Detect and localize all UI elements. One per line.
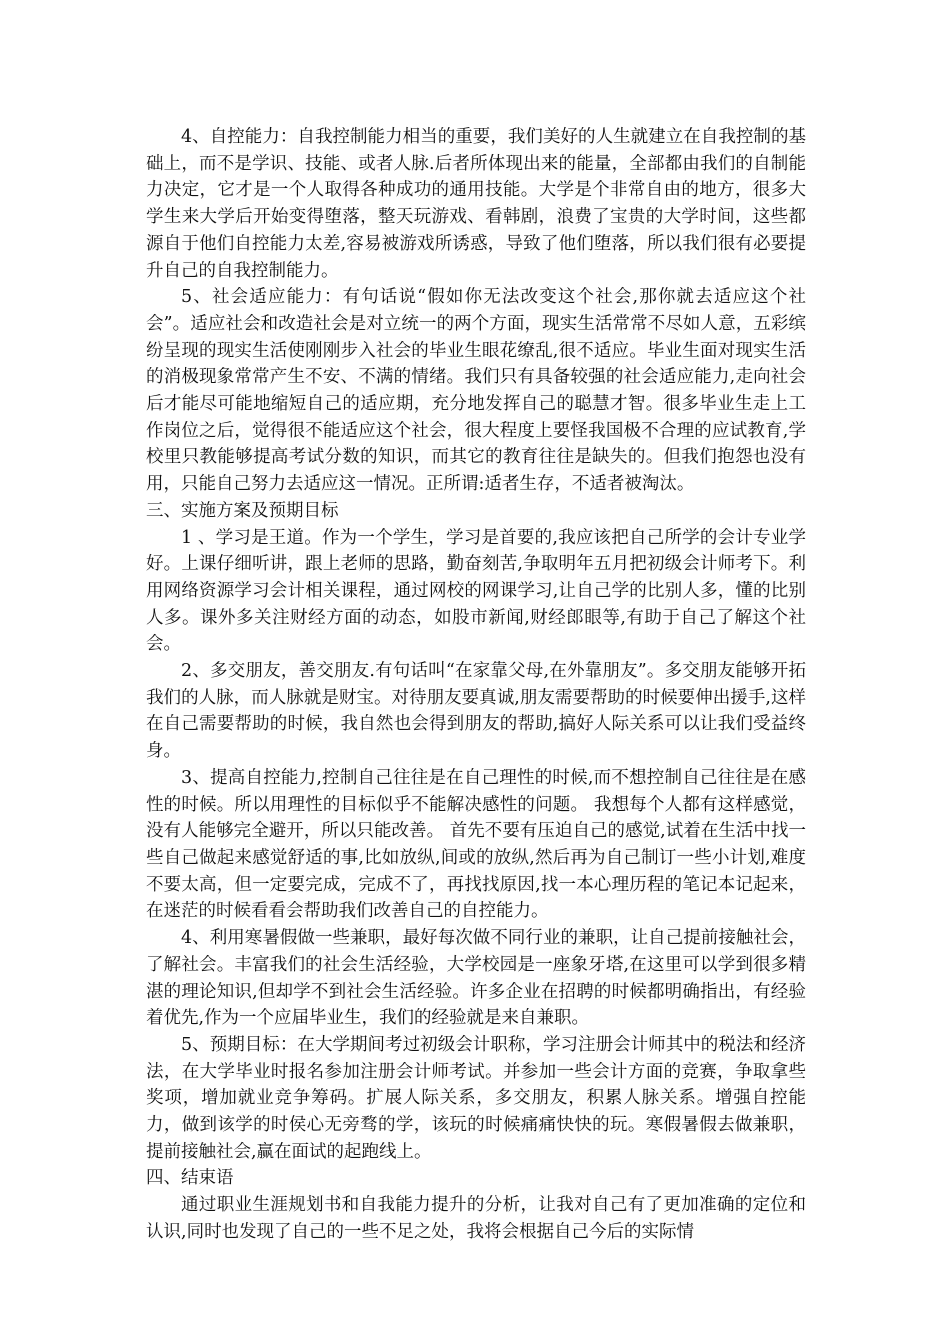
paragraph-expected-goals: 5、预期目标：在大学期间考过初级会计职称，学习注册会计师其中的税法和经济法，在大学毕业时报名参加注册会计师考试。并参加一些会计方面的竞赛，争取拿些奖项，增加就业竞争筹码。扩展人际关系，多交朋友，积累人脉关系。增强自控能力，做到该学的时侯心无旁骛的学，该玩的时候痛痛快快的玩。寒假暑假去做兼职，提前接触社会,赢在面试的起跑线上。 [146, 1034, 806, 1162]
section-heading-implementation: 三、实施方案及预期目标 [146, 500, 339, 521]
paragraph-improve-self-control: 3、提高自控能力,控制自己往往是在自己理性的时候,而不想控制自己往往是在感性的时候。所以用理性的目标似乎不能解决感性的问题。 我想每个人都有这样感觉，没有人能够完全避开，所以只能改善。 首先不要有压迫自己的感觉,试着在生活中找一些自己做起来感觉舒适的事,比如放纵,间或的放纵,然后再为自己制订一些小计划,难度不要太高，但一定要完成，完成不了，再找找原因,找一本心理历程的笔记本记起来，在迷茫的时候看看会帮助我们改善自己的自控能力。 [146, 767, 806, 922]
section-heading-conclusion: 四、结束语 [146, 1168, 234, 1189]
paragraph-study: 1 、学习是王道。作为一个学生，学习是首要的,我应该把自己所学的会计专业学好。上课仔细听讲，跟上老师的思路，勤奋刻苦,争取明年五月把初级会计师考下。利用网络资源学习会计相关课程，通过网校的网课学习,让自己学的比别人多，懂的比别人多。课外多关注财经方面的动态，如股市新闻,财经郎眼等,有助于自己了解这个社会。 [146, 527, 806, 655]
document-body [146, 124, 806, 1246]
paragraph-part-time-jobs: 4、利用寒暑假做一些兼职，最好每次做不同行业的兼职，让自己提前接触社会，了解社会。丰富我们的社会生活经验，大学校园是一座象牙塔,在这里可以学到很多精湛的理论知识,但却学不到社会生活经验。许多企业在招聘的时候都明确指出，有经验着优先,作为一个应届毕业生，我们的经验就是来自兼职。 [146, 928, 806, 1029]
paragraph-conclusion: 通过职业生涯规划书和自我能力提升的分析，让我对自己有了更加准确的定位和认识,同时也发现了自己的一些不足之处，我将会根据自己今后的实际情 [146, 1195, 806, 1242]
paragraph-friends: 2、多交朋友，善交朋友.有句话叫“在家靠父母,在外靠朋友”。多交朋友能够开拓我们的人脉，而人脉就是财宝。对待朋友要真诚,朋友需要帮助的时候要伸出援手,这样在自己需要帮助的时候，我自然也会得到朋友的帮助,搞好人际关系可以让我们受益终身。 [146, 661, 806, 762]
paragraph-social-adaptability: 5、社会适应能力：有句话说“假如你无法改变这个社会,那你就去适应这个社会”。适应社会和改造社会是对立统一的两个方面，现实生活常常不尽如人意，五彩缤纷呈现的现实生活使刚刚步入社会的毕业生眼花缭乱,很不适应。毕业生面对现实生活的消极现象常常产生不安、不满的情绪。我们只有具备较强的社会适应能力,走向社会后才能尽可能地缩短自己的适应期，充分地发挥自己的聪慧才智。很多毕业生走上工作岗位之后，觉得很不能适应这个社会，很大程度上要怪我国极不合理的应试教育,学校里只教能够提高考试分数的知识，而其它的教育往往是缺失的。但我们抱怨也没有用，只能自己努力去适应这一情况。正所谓:适者生存，不适者被淘汰。 [146, 287, 806, 495]
paragraph-self-control: 4、自控能力：自我控制能力相当的重要，我们美好的人生就建立在自我控制的基础上，而不是学识、技能、或者人脉.后者所体现出来的能量，全部都由我们的自制能力决定，它才是一个人取得各种成功的通用技能。大学是个非常自由的地方，很多大学生来大学后开始变得堕落，整天玩游戏、看韩剧，浪费了宝贵的大学时间，这些都源自于他们自控能力太差,容易被游戏所诱惑，导致了他们堕落，所以我们很有必要提升自己的自我控制能力。 [146, 127, 806, 281]
